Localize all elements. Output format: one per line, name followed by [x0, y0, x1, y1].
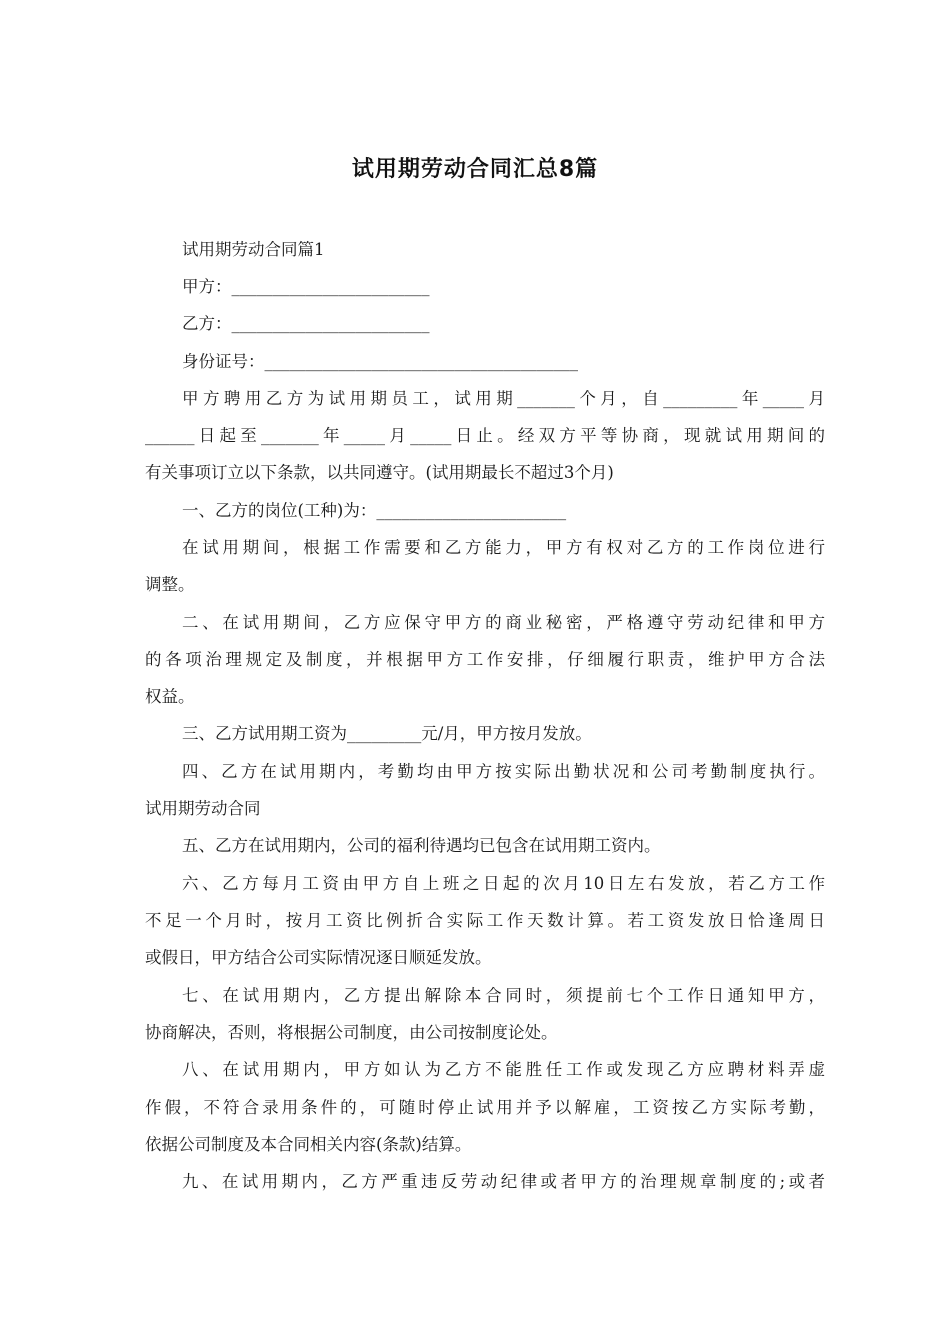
- clause-7-line: 七、在试用期内，乙方提出解除本合同时，须提前七个工作日通知甲方，: [182, 986, 825, 1005]
- paragraph-line: 协商解决，否则，将根据公司制度，由公司按制度论处。: [145, 1023, 558, 1042]
- clause-8-line: 八、在试用期内，甲方如认为乙方不能胜任工作或发现乙方应聘材料弄虚: [182, 1060, 825, 1079]
- clause-6-line: 六、乙方每月工资由甲方自上班之日起的次月10日左右发放，若乙方工作: [182, 874, 825, 893]
- paragraph-line: 调整。: [145, 575, 195, 594]
- clause-9-line: 九、在试用期内，乙方严重违反劳动纪律或者甲方的治理规章制度的;或者: [182, 1172, 825, 1191]
- clause-4-line: 四、乙方在试用期内，考勤均由甲方按实际出勤状况和公司考勤制度执行。: [182, 762, 825, 781]
- id-number-field: 身份证号：______________________________________: [182, 352, 578, 371]
- section-heading: 试用期劳动合同篇1: [182, 240, 325, 259]
- clause-5-line: 五、乙方在试用期内，公司的福利待遇均已包含在试用期工资内。: [182, 836, 661, 855]
- clause-2-line: 二、在试用期间，乙方应保守甲方的商业秘密，严格遵守劳动纪律和甲方: [182, 613, 825, 632]
- paragraph-line: 权益。: [145, 687, 195, 706]
- paragraph-line: 或假日，甲方结合公司实际情况逐日顺延发放。: [145, 948, 492, 967]
- paragraph-line: 作假，不符合录用条件的，可随时停止试用并予以解雇，工资按乙方实际考勤，: [145, 1098, 825, 1117]
- paragraph-line: ______日起至_______年_____月_____日止。经双方平等协商，现就试用期间的: [145, 426, 825, 445]
- paragraph-line: 不足一个月时，按月工资比例折合实际工作天数计算。若工资发放日恰逢周日: [145, 911, 825, 930]
- party-b-field: 乙方：________________________: [182, 314, 430, 333]
- party-a-field: 甲方：________________________: [182, 277, 430, 296]
- clause-3-line: 三、乙方试用期工资为_________元/月，甲方按月发放。: [182, 724, 592, 743]
- document-title: 试用期劳动合同汇总8篇: [351, 157, 599, 182]
- paragraph-line: 在试用期间，根据工作需要和乙方能力，甲方有权对乙方的工作岗位进行: [182, 538, 825, 557]
- paragraph-line: 依据公司制度及本合同相关内容(条款)结算。: [145, 1135, 472, 1154]
- paragraph-line: 试用期劳动合同: [145, 799, 261, 818]
- paragraph-line: 甲方聘用乙方为试用期员工，试用期_______个月，自_________年_____月: [182, 389, 825, 408]
- paragraph-line: 的各项治理规定及制度，并根据甲方工作安排，仔细履行职责，维护甲方合法: [145, 650, 825, 669]
- clause-1-line: 一、乙方的岗位(工种)为：_______________________: [182, 501, 567, 520]
- paragraph-line: 有关事项订立以下条款，以共同遵守。(试用期最长不超过3个月): [145, 463, 614, 482]
